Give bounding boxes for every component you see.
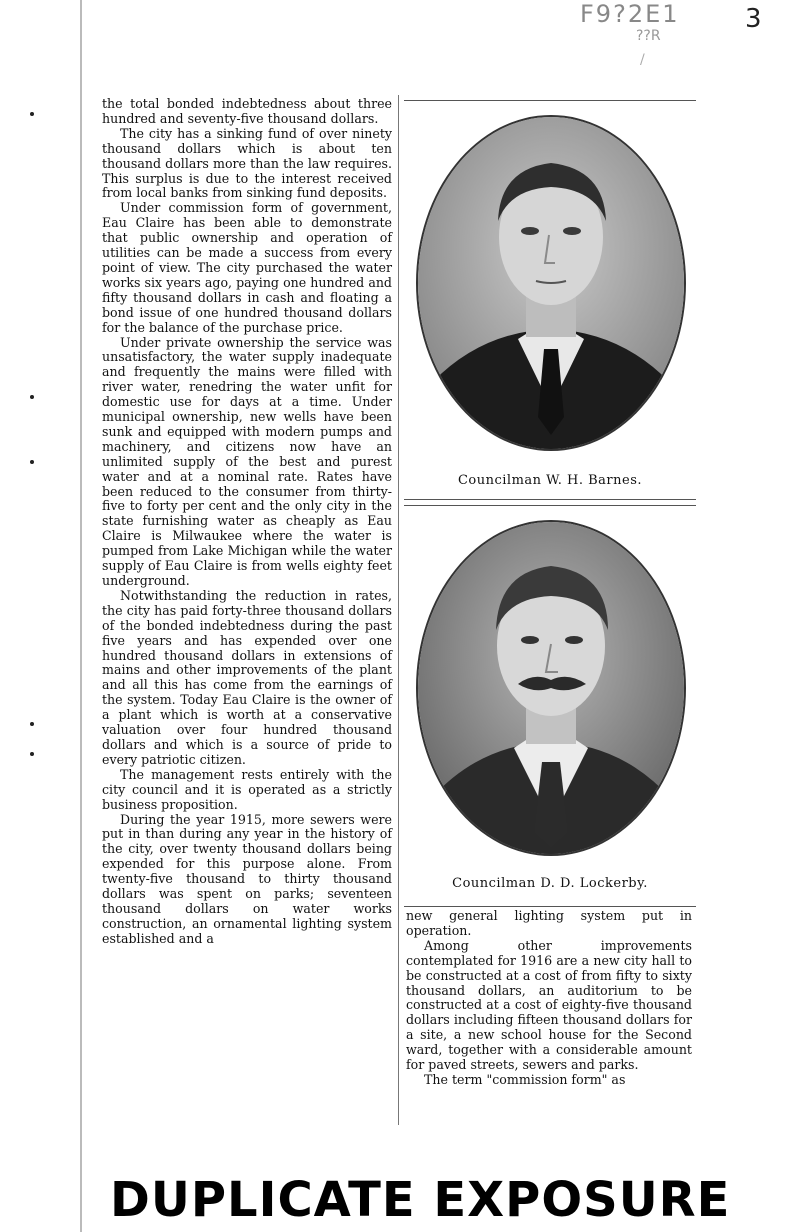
handwritten-mark: /: [640, 52, 645, 68]
article-paragraph: new general lighting system put in operation.: [406, 908, 692, 938]
portrait-lockerby: [416, 520, 686, 856]
article-paragraph: Under private ownership the service was unsatisfactory, the water supply inadequate and frequently the mains were filled with river water, renedring the water unfit for domestic use for days at a time. Under municipal ownership, new wells have been sunk and equipped with modern pumps and machinery, and citizens now have an unlimited supply of the best and purest water and at a nominal rate. Rates have been reduced to the consumer from thirty-five to forty per cent and the only city in the state furnishing water as cheaply as Eau Claire is Milwaukee where the water is pumped from Lake Michigan while the water supply of Eau Claire is from wells eighty feet underground.: [102, 334, 392, 588]
margin-dot: [30, 112, 34, 116]
handwritten-code: F9?2E1: [580, 0, 680, 28]
article-left-column: [102, 97, 392, 947]
article-paragraph: the total bonded indebtedness about three hundred and seventy-five thousand dollars.: [102, 96, 392, 126]
portrait-lockerby-image: [418, 522, 684, 854]
article-paragraph: Under commission form of government, Eau Claire has been able to demonstrate that public ownership and operation of utilities can be made a success from every point of view. The city purchased the water works six years ago, paying one hundred and fifty thousand dollars in cash and floating a bond issue of one hundred thousand dollars for the balance of the purchase price.: [102, 200, 392, 335]
caption-lockerby: Councilman D. D. Lockerby.: [452, 876, 648, 891]
photo-frame-lockerby: [404, 505, 696, 907]
margin-dot: [30, 722, 34, 726]
margin-dot: [30, 395, 34, 399]
photo-frame-barnes: [404, 100, 696, 500]
portrait-barnes-image: [418, 117, 684, 449]
portrait-barnes: [416, 115, 686, 451]
handwritten-sub: ??R: [636, 28, 661, 44]
margin-dot: [30, 460, 34, 464]
page-edge: [80, 0, 82, 1232]
article-paragraph: Among other improvements contemplated for 1916 are a new city hall to be constructed at a cost of from fifty to sixty thousand dollars, an auditorium to be constructed at a cost of eighty-five thousand dollars including fifteen thousand dollars for a site, a new school house for the Second ward, together with a considerable amount for paved streets, sewers and parks.: [406, 937, 692, 1073]
article-paragraph: The term "commission form" as: [424, 1071, 626, 1087]
article-right-column: [406, 909, 692, 1088]
article-paragraph: During the year 1915, more sewers were put in than during any year in the history of the city, over twenty thousand dollars being expended for this purpose alone. From twenty-five thousand to thirty thousand dollars was spent on parks; seventeen thousand dollars on water works construction, an ornamental lighting system established and a: [102, 811, 392, 946]
article-paragraph: The management rests entirely with the city council and it is operated as a strictly business proposition.: [102, 766, 392, 812]
article-paragraph: The city has a sinking fund of over ninety thousand dollars which is about ten thousand dollars more than the law requires. This surplus is due to the interest received from local banks from sinking fund deposits.: [102, 125, 392, 201]
margin-dot: [30, 752, 34, 756]
column-divider: [398, 95, 399, 1125]
duplicate-exposure-stamp: DUPLICATE EXPOSURE: [110, 1172, 731, 1228]
page-number: 3: [745, 4, 762, 34]
caption-barnes: Councilman W. H. Barnes.: [457, 473, 643, 488]
article-paragraph: Notwithstanding the reduction in rates, the city has paid forty-three thousand dollars of the bonded indebtedness during the past five years and has expended over one hundred thousand dollars in extensions of mains and other improvements of the plant and all this has come from the earnings of the system. Today Eau Claire is the owner of a plant which is worth at a conservative valuation over four hundred thousand dollars and which is a source of pride to every patriotic citizen.: [102, 587, 392, 767]
